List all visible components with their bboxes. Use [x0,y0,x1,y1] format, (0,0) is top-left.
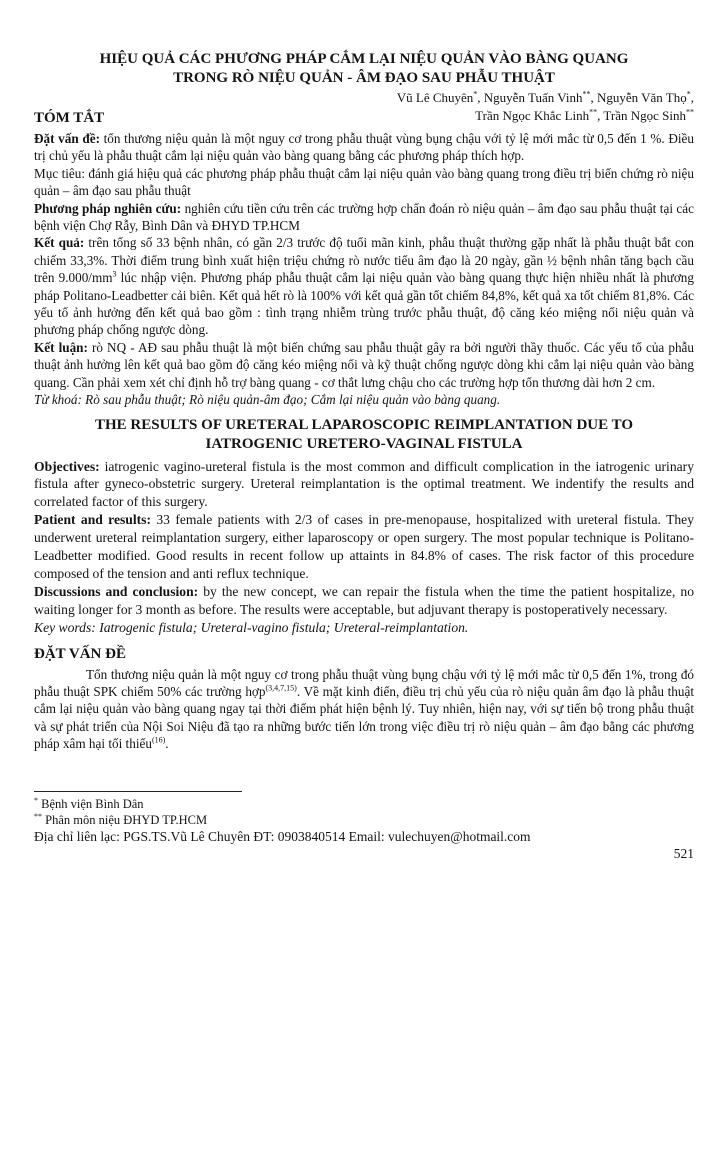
author-4: Trần Ngọc Khắc Linh [475,108,590,123]
footnote-mark: ** [34,811,42,821]
superscript: 3 [112,269,117,279]
label-methods: Phương pháp nghiên cứu: [34,200,182,216]
citation: (3,4,7,15) [265,683,297,693]
affiliation-mark: * [686,89,691,99]
page-number: 521 [673,845,694,861]
keywords-en: Key words: Iatrogenic fistula; Ureteral-vagino fistula; Ureteral-reimplantation. [34,619,469,635]
summary-vi-conclusion [34,339,694,391]
label-patient-results: Patient and results: [34,512,151,528]
summary-en-discussion [34,583,694,619]
summary-vi-heading: TÓM TẮT [34,110,105,126]
intro-heading: ĐẶT VẤN ĐỀ [34,645,126,662]
text-objectives: iatrogenic vagino-ureteral fistula is the most common and difficult complication in the iatrogenic urinary fistula after gyneco-obstetric surgery. Ureteral reimplantation is the optimal treatment. We indentify the results and correlated factor of this surgery. [34,458,694,510]
summary-vi-background [34,130,694,165]
text-patient-results: 33 female patients with 2/3 of cases in pre-menopause, hospitalized with ureteral fistula. They underwent ureteral reimplantation surgery, either laparoscopy or open surgery. The most popular technique is Politano-Leadbetter modified. Good results in recent follow up attaints in 84.8% of cases. The risk factor of this procedure composed of the tension and anti reflux technique. [34,512,695,581]
footnote-divider [34,791,242,792]
authors-comma: , [690,90,694,105]
summary-vi-methods [34,200,694,235]
label-objectives: Objectives: [34,458,100,474]
intro-text-c: . [165,736,169,752]
summary-vi-objective: Mục tiêu: đánh giá hiệu quả các phương pháp phẫu thuật cắm lại niệu quản vào bàng quang trong điều trị biến chứng rò niệu quản – âm đạo sau phẫu thuật [34,165,694,199]
authors-line1 [34,89,694,107]
citation: (16) [151,735,166,745]
summary-en-results [34,511,694,583]
contact-address: Địa chỉ liên lạc: PGS.TS.Vũ Lê Chuyên ĐT: 0903840514 Email: vulechuyen@hotmail.com [34,828,531,844]
text-conclusion: rò NQ - AĐ sau phẫu thuật là một biến chứng sau phẫu thuật gây ra bởi người thầy thuốc. Các yếu tố của phẫu thuật ảnh hưởng lên kết quả bao gồm độ căng kéo miệng nối và kỹ thuật chống ngược dòng khi cắm lại niệu quản vào bàng quang. Cần phải xem xét chỉ định hỗ trợ bàng quang - cơ thắt lưng chậu cho các trường hợp tổn thương dài hơn 2 cm. [34,339,694,390]
summary-en-objectives [34,458,694,512]
author-1: Vũ Lê Chuyên [396,90,474,105]
title-en-line2: IATROGENIC URETERO-VAGINAL FISTULA [205,435,523,452]
title-en [34,416,694,454]
footnote-1 [34,796,694,812]
affiliation-mark: ** [589,107,598,117]
affiliation-mark: ** [582,89,591,99]
title-vi-line1: HIỆU QUẢ CÁC PHƯƠNG PHÁP CẮM LẠI NIỆU QUẢN VÀO BÀNG QUANG [99,51,629,67]
affiliation-mark: ** [686,107,694,117]
summary-en [34,458,694,637]
author-3: , Nguyễn Văn Thọ [590,90,687,105]
summary-vi [34,130,694,409]
label-discussion: Discussions and conclusion: [34,583,199,599]
footnote-2 [34,812,694,828]
summary-vi-results [34,234,694,338]
footnote-1-text: Bệnh viện Bình Dân [38,796,144,811]
paper-page [34,50,694,862]
title-vi-line2: TRONG RÒ NIỆU QUẢN - ÂM ĐẠO SAU PHẪU THUẬT [173,70,555,86]
author-2: , Nguyễn Tuấn Vinh [477,90,583,105]
text-methods: nghiên cứu tiền cứu trên các trường hợp chẩn đoán rò niệu quản – âm đạo sau phẫu thuật tại các bệnh viện Chợ Rẫy, Bình Dân và ĐHYD TP.HCM [34,200,694,234]
label-conclusion: Kết luận: [34,339,88,355]
footnote-mark: * [34,795,38,805]
label-background: Đặt vấn đề: [34,131,100,146]
title-en-line1: THE RESULTS OF URETERAL LAPAROSCOPIC REIMPLANTATION DUE TO [94,416,634,433]
keywords-vi: Từ khoá: Rò sau phẫu thuật; Rò niệu quản-âm đạo; Cắm lại niệu quản vào bàng quang. [34,392,501,408]
intro-text-b: . Về mặt kinh điển, điều trị chủ yếu của rò niệu quản âm đạo là phẫu thuật cắm lại niệu quản vào bàng quang ngay tại thời điểm phát hiện bệnh lý. Tuy nhiên, hiện nay, với sự tiến bộ trong phẫu thuật và sự phát triển của Nội Soi Niệu đã tạo ra những bước tiến lớn trong việc điều trị rò niệu quản – âm đạo bằng các phương pháp xâm hại tối thiểu [34,683,694,752]
intro-text-a: Tổn thương niệu quản là một nguy cơ trong phẫu thuật vùng bụng chậu với tỷ lệ mới mắc từ 0,5 đến 1%, trong đó phẫu thuật SPK chiếm 50% các trường hợp [34,666,694,699]
affiliation-mark: * [473,89,478,99]
text-results-a: trên tổng số 33 bệnh nhân, có gần 2/3 trước độ tuổi mãn kinh, phẫu thuật thường gặp nhất là phẫu thuật bắt con chiếm 33,3%. Thời điểm trung bình xuất hiện triệu chứng rò nước tiểu âm đạo là 20 ngày, gần ½ bệnh nhân tăng bạch cầu trên 9.000/mm [34,235,695,286]
title-vi [34,50,694,88]
intro-paragraph [34,666,694,753]
label-results: Kết quả: [34,235,85,251]
footnote-2-text: Phân môn niệu ĐHYD TP.HCM [42,812,208,827]
text-results-b: lúc nhập viện. Phương pháp phẫu thuật cắm lại niệu quản vào bàng quang thực hiện nhiều nhất là phương pháp Politano-Leadbetter cải biên. Kết quả hết rò là 100% với kết quả gần tốt chiếm 84,8%, kết quả xa tốt chiếm 81,8%. Các yếu tố ảnh hưởng đến kết quả bao gồm : tình trạng nhiễm trùng trước phẫu thuật, độ căng kéo miệng nối niệu quản và phương pháp chống ngược dòng. [34,270,694,338]
author-5: , Trần Ngọc Sinh [597,108,686,123]
text-discussion: by the new concept, we can repair the fistula when the time the patient hospitalize, no waiting longer for 3 month as before. The results were acceptable, but adjuvant therapy is postoperatively necessary. [34,583,694,617]
text-background: tổn thương niệu quản là một nguy cơ trong phẫu thuật vùng bụng chậu với tỷ lệ mới mắc từ 0,5 đến 1 %. Điều trị chủ yếu là phẫu thuật cắm lại niệu quản vào bàng quang bằng các phương pháp thích hợp. [34,131,694,164]
